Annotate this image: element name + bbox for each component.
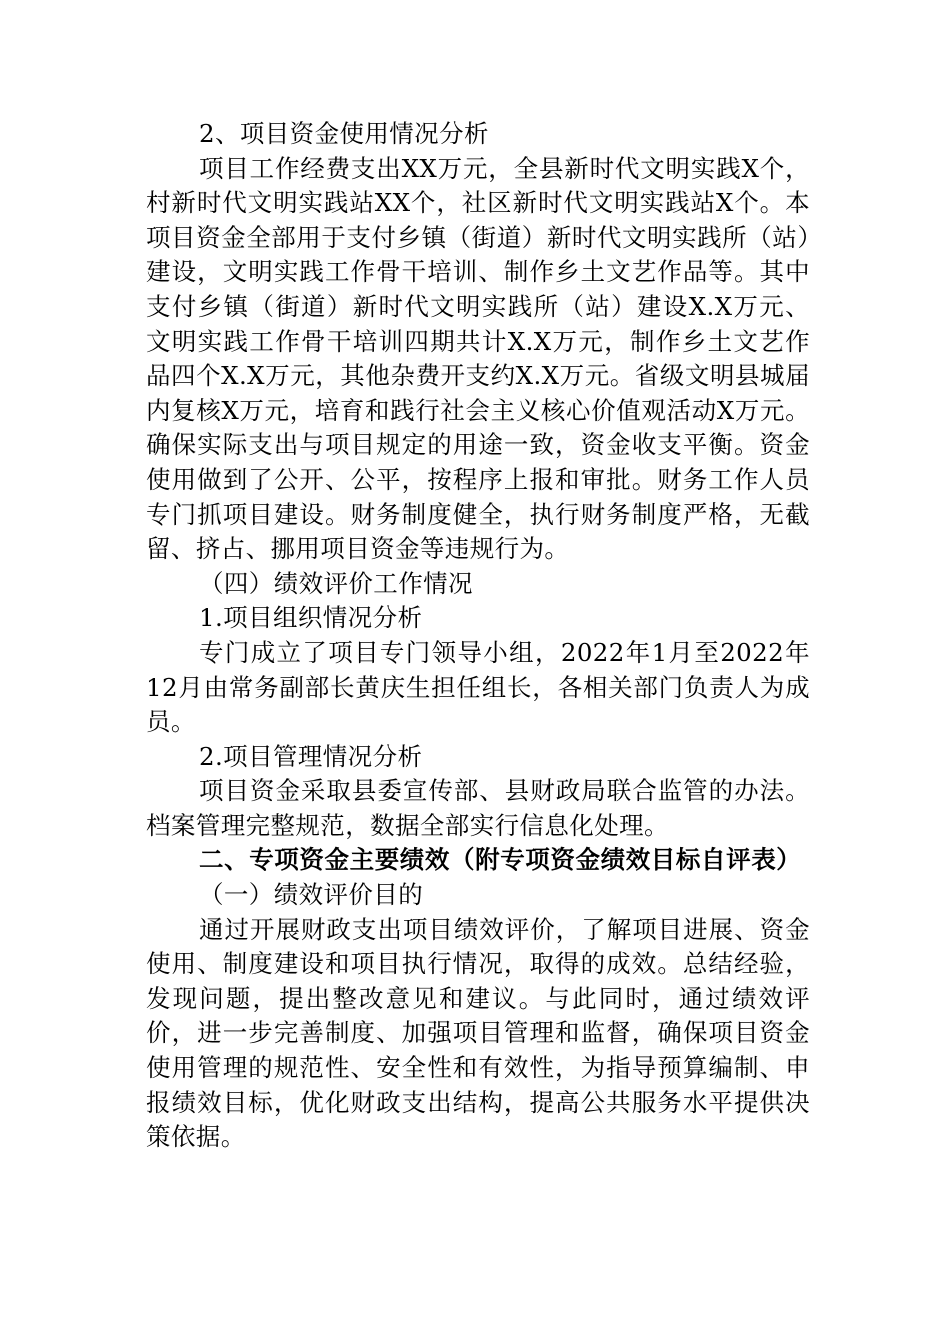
section-2-heading: 2、项目资金使用情况分析 — [199, 119, 489, 148]
part-2-heading: 二、专项资金主要绩效（附专项资金绩效目标自评表） — [199, 845, 802, 875]
sub-1-body: 专门成立了项目专门领导小组，2022年1月至2022年12月由常务副部长黄庆生担任组长，各相关部门负责人为成员。 — [146, 637, 810, 737]
document-page — [146, 117, 810, 1155]
section-4-heading: （四）绩效评价工作情况 — [199, 568, 473, 598]
part-2-sub-1-body: 通过开展财政支出项目绩效评价，了解项目进展、资金使用、制度建设和项目执行情况，取得的成效。总结经验，发现问题，提出整改意见和建议。与此同时，通过绩效评价，进一步完善制度、加强项目管理和监督，确保项目资金使用管理的规范性、安全性和有效性，为指导预算编制、申报绩效目标，优化财政支出结构，提高公共服务水平提供决策依据。 — [146, 914, 810, 1152]
sub-2-heading: 2.项目管理情况分析 — [199, 741, 423, 771]
part-2-sub-1-heading: （一）绩效评价目的 — [199, 880, 424, 910]
sub-2-body: 项目资金采取县委宣传部、县财政局联合监管的办法。档案管理完整规范，数据全部实行信息化处理。 — [146, 776, 810, 840]
section-2-body: 项目工作经费支出XX万元，全县新时代文明实践X个，村新时代文明实践站XX个，社区新时代文明实践站X个。本项目资金全部用于支付乡镇（街道）新时代文明实践所（站）建设，文明实践工作骨干培训、制作乡土文艺作品等。其中支付乡镇（街道）新时代文明实践所（站）建设X.X万元、文明实践工作骨干培训四期共计X.X万元，制作乡土文艺作品四个X.X万元，其他杂费开支约X.X万元。省级文明县城届内复核X万元，培育和践行社会主义核心价值观活动X万元。确保实际支出与项目规定的用途一致，资金收支平衡。资金使用做到了公开、公平，按程序上报和审批。财务工作人员专门抓项目建设。财务制度健全，执行财务制度严格，无截留、挤占、挪用项目资金等违规行为。 — [146, 153, 810, 564]
sub-1-heading: 1.项目组织情况分析 — [199, 603, 423, 633]
